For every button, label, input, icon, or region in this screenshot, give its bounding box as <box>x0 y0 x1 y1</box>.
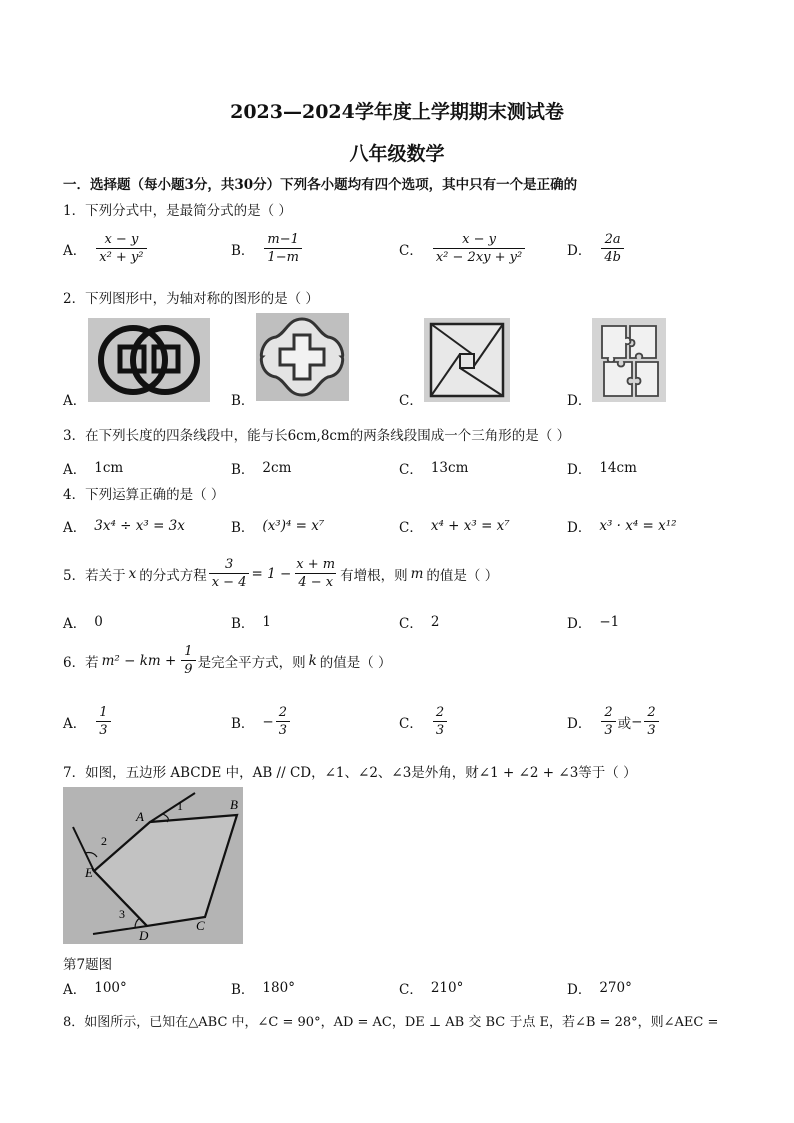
option-label: C． <box>399 616 423 632</box>
option-label: A． <box>63 982 87 998</box>
fraction <box>276 705 290 739</box>
option-value: 2 <box>430 614 440 630</box>
option-label: B． <box>231 982 255 998</box>
numerator: 2a <box>604 232 621 247</box>
denominator: x − 4 <box>209 573 250 591</box>
q5-stem <box>63 557 498 591</box>
q2-figure-b-cross-pattern <box>256 313 349 401</box>
numerator: 1 <box>99 705 108 720</box>
q7-option-c <box>399 978 463 998</box>
vertex-label-d: D <box>139 928 149 943</box>
numerator: 2 <box>435 705 445 720</box>
q6-option-b <box>231 705 292 739</box>
option-label: A． <box>63 243 87 259</box>
q4-stem: 4．下列运算正确的是（ ） <box>63 487 225 503</box>
q2-figure-c-square-pattern <box>424 318 510 402</box>
numerator: x + m <box>296 557 336 572</box>
angle-label-2: 2 <box>101 834 107 848</box>
denominator: 4b <box>601 248 624 266</box>
q6-stem <box>63 644 392 678</box>
denominator: x² − 2xy + y² <box>433 248 525 266</box>
q5-text-end: 的值是（ ） <box>426 568 499 584</box>
fraction <box>293 557 338 591</box>
denominator: 4 − x <box>295 573 336 591</box>
q1-option-a <box>63 232 149 266</box>
option-label: C． <box>399 716 423 732</box>
fraction <box>433 705 447 739</box>
numerator: 2 <box>278 705 288 720</box>
q3-option-a <box>63 458 123 478</box>
q8-stem: 8．如图所示，已知在△ABC 中，∠C = 90°，AD = AC，DE ⊥ AB 交 BC 于点 E，若∠B = 28°，则∠AEC = <box>63 1015 719 1030</box>
option-label: C． <box>399 243 423 259</box>
option-value: 14cm <box>599 460 637 476</box>
numerator: 1 <box>184 644 193 659</box>
minus-sign: − <box>631 714 643 730</box>
option-label: D． <box>567 716 592 732</box>
fraction <box>96 232 146 266</box>
option-value: −1 <box>599 614 620 630</box>
option-label: D． <box>567 982 592 998</box>
q6-option-c <box>399 705 449 739</box>
page-subtitle: 八年级数学 <box>349 143 445 165</box>
fraction <box>209 557 250 591</box>
option-label: B． <box>231 616 255 632</box>
option-value: x³ · x⁴ = x¹² <box>599 518 677 534</box>
q5-text-post: 有增根，则 <box>340 568 408 584</box>
option-label: D． <box>567 243 592 259</box>
q2-stem: 2．下列图形中，为轴对称的图形的是（ ） <box>63 291 319 307</box>
denominator: 3 <box>433 721 447 739</box>
q2-option-c-label: C． <box>399 393 423 409</box>
vertex-label-a: A <box>136 809 144 824</box>
option-value: 1cm <box>94 460 124 476</box>
denominator: 3 <box>601 721 615 739</box>
q7-figure-pentagon <box>63 787 243 944</box>
q5-option-b <box>231 612 271 632</box>
q2-option-d-label: D． <box>567 393 592 409</box>
vertex-label-b: B <box>230 797 238 812</box>
option-value: x⁴ + x³ = x⁷ <box>430 518 510 534</box>
option-label: D． <box>567 520 592 536</box>
q7-caption: 第7题图 <box>63 957 113 973</box>
option-label: C． <box>399 520 423 536</box>
q4-option-a <box>63 516 185 536</box>
q5-equals: = 1 − <box>251 566 292 582</box>
denominator: x² + y² <box>96 248 146 266</box>
numerator: x − y <box>462 232 496 247</box>
fraction <box>264 232 302 266</box>
numerator: 3 <box>224 557 234 572</box>
minus-sign: − <box>262 714 274 730</box>
option-label: D． <box>567 462 592 478</box>
q6-option-a <box>63 705 113 739</box>
page-title: 2023—2024学年度上学期期末测试卷 <box>230 101 564 123</box>
vertex-label-e: E <box>85 865 93 880</box>
denominator: 3 <box>644 721 658 739</box>
q2-option-a-label: A． <box>63 393 87 409</box>
option-label: B． <box>231 520 255 536</box>
option-value: 180° <box>262 980 295 996</box>
q3-option-b <box>231 458 291 478</box>
q2-option-b-label: B． <box>231 393 255 409</box>
option-label: A． <box>63 520 87 536</box>
option-label: D． <box>567 616 592 632</box>
fraction <box>96 705 110 739</box>
option-label: A． <box>63 462 87 478</box>
numerator: x − y <box>104 232 139 247</box>
q6-option-d <box>567 705 661 739</box>
q4-option-d <box>567 516 677 536</box>
option-value: 210° <box>430 980 464 996</box>
q6-expression: m² − km + <box>101 653 177 669</box>
q1-option-b <box>231 232 304 266</box>
q5-option-d <box>567 612 619 632</box>
denominator: 3 <box>276 721 290 739</box>
option-label: A． <box>63 616 87 632</box>
q5-var-m: m <box>410 566 424 582</box>
numerator: 2 <box>647 705 656 720</box>
q7-option-a <box>63 978 127 998</box>
q5-option-c <box>399 612 439 632</box>
option-label: B． <box>231 462 255 478</box>
option-value: 3x⁴ ÷ x³ = 3x <box>94 518 185 534</box>
denominator: 9 <box>181 660 195 678</box>
q7-option-d <box>567 978 632 998</box>
q4-option-c <box>399 516 510 536</box>
option-value: (x³)⁴ = x⁷ <box>262 518 325 534</box>
q1-option-c <box>399 232 527 266</box>
option-label: C． <box>399 982 423 998</box>
angle-label-1: 1 <box>177 799 183 813</box>
or-word: 或 <box>617 716 632 732</box>
q3-option-c <box>399 458 468 478</box>
option-value: 270° <box>599 980 632 996</box>
q5-text-mid: 的分式方程 <box>139 568 207 584</box>
q3-stem: 3．在下列长度的四条线段中，能与长6cm,8cm的两条线段围成一个三角形的是（ ） <box>63 428 571 444</box>
option-value: 0 <box>94 614 103 630</box>
fraction <box>181 644 195 678</box>
q7-stem: 7．如图，五边形 ABCDE 中，AB // CD，∠1、∠2、∠3是外角，财∠1 + ∠2 + ∠3等于（ ） <box>63 765 637 781</box>
section-heading: 一．选择题（每小题3分，共30分）下列各小题均有四个选项，其中只有一个是正确的 <box>63 177 578 193</box>
fraction <box>601 232 624 266</box>
fraction <box>601 705 615 739</box>
denominator: 1−m <box>264 248 302 266</box>
q2-figure-d-puzzle <box>592 318 666 402</box>
q3-option-d <box>567 458 637 478</box>
fraction <box>644 705 658 739</box>
denominator: 3 <box>96 721 110 739</box>
q5-option-a <box>63 612 103 632</box>
option-label: A． <box>63 716 87 732</box>
vertex-label-c: C <box>196 918 205 933</box>
q6-text-end: 的值是（ ） <box>319 655 392 671</box>
q5-var-x: x <box>128 566 137 582</box>
q4-option-b <box>231 516 324 536</box>
fraction <box>433 232 525 266</box>
option-value: 2cm <box>262 460 292 476</box>
numerator: 2 <box>604 705 613 720</box>
q7-option-b <box>231 978 295 998</box>
option-value: 1 <box>262 614 272 630</box>
angle-label-3: 3 <box>119 907 125 921</box>
q2-figure-a-coins <box>88 318 210 402</box>
q1-option-d <box>567 232 626 266</box>
option-label: B． <box>231 716 255 732</box>
q5-text-pre: 5．若关于 <box>63 568 126 584</box>
option-label: B． <box>231 243 255 259</box>
q6-text-pre: 6．若 <box>63 655 99 671</box>
q6-var-k: k <box>308 653 317 669</box>
option-value: 100° <box>94 980 127 996</box>
numerator: m−1 <box>267 232 299 247</box>
q1-stem: 1．下列分式中，是最简分式的是（ ） <box>63 203 292 219</box>
q6-text-post: 是完全平方式，则 <box>197 655 306 671</box>
option-label: C． <box>399 462 423 478</box>
option-value: 13cm <box>430 460 469 476</box>
